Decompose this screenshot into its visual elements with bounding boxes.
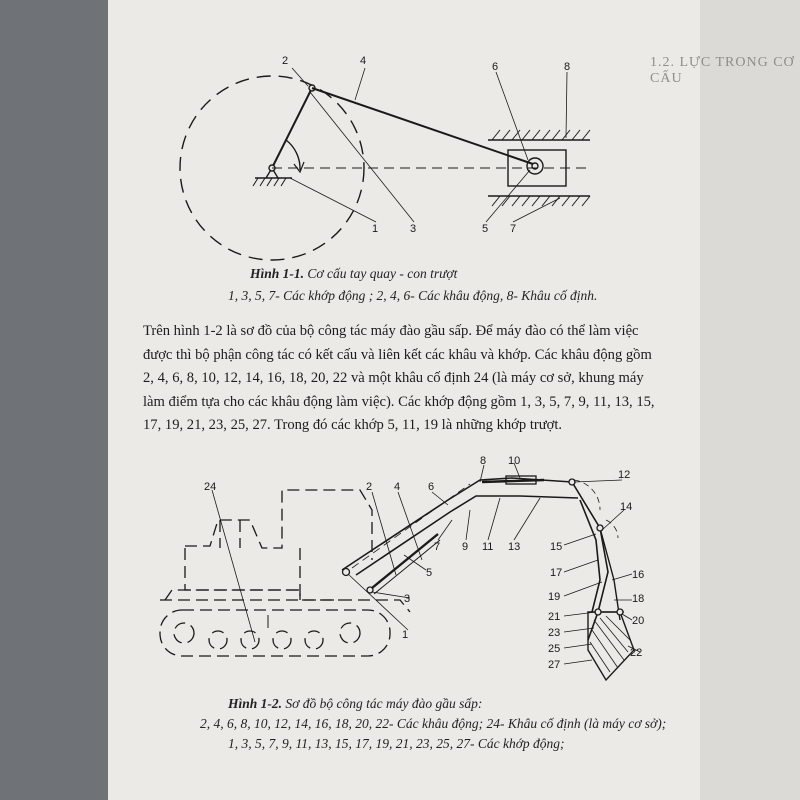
fig2-label-1: 1 <box>402 629 409 641</box>
paragraph-line-2: được thì bộ phận công tác có kết cấu và liên kết các khâu và khớp. Các khâu động gồm <box>143 346 652 363</box>
paragraph-line-4: làm điểm tựa cho các khâu động làm việc). Các khớp động gồm 1, 3, 5, 7, 9, 11, 13, 15, <box>143 393 655 410</box>
paragraph-line-5: 17, 19, 21, 23, 25, 27. Trong đó các khớp 5, 11, 19 là những khớp trượt. <box>143 417 563 433</box>
fig1-label-5: 5 <box>482 223 489 235</box>
fig2-label-25: 25 <box>548 643 561 655</box>
fig2-label-23: 23 <box>548 627 561 639</box>
fig2-label-14: 14 <box>620 501 633 513</box>
fig2-label-24: 24 <box>204 481 217 493</box>
fig1-label-7: 7 <box>510 223 517 235</box>
fig2-label-8: 8 <box>480 455 487 467</box>
figure-1-2-caption-title: Hình 1-2. Sơ đồ bộ công tác máy đào gầu sấp: <box>228 696 483 711</box>
fig2-label-6: 6 <box>428 481 435 493</box>
paragraph-line-1: Trên hình 1-2 là sơ đồ của bộ công tác máy đào gầu sấp. Để máy đào có thể làm việc <box>143 323 639 339</box>
figure-1-2-caption-joints: 1, 3, 5, 7, 9, 11, 13, 15, 17, 19, 21, 23, 25, 27- Các khớp động; <box>228 736 565 751</box>
fig2-label-17: 17 <box>550 567 563 579</box>
fig2-label-11: 11 <box>482 541 494 553</box>
fig2-label-4: 4 <box>394 481 401 493</box>
fig2-label-7: 7 <box>434 541 441 553</box>
fig2-label-5: 5 <box>426 567 433 579</box>
fig1-label-6: 6 <box>492 61 499 73</box>
paragraph-line-3: 2, 4, 6, 8, 10, 12, 14, 16, 18, 20, 22 và một khâu cố định 24 (là máy cơ sở, khung máy <box>143 370 644 386</box>
fig2-label-15: 15 <box>550 541 563 553</box>
fig2-label-22: 22 <box>630 647 643 659</box>
fig2-label-13: 13 <box>508 541 521 553</box>
fig2-label-12: 12 <box>618 469 631 481</box>
figure-1-2-caption-links: 2, 4, 6, 8, 10, 12, 14, 16, 18, 20, 22- Các khâu động; 24- Khâu cố định (là máy cơ sở); <box>200 716 667 731</box>
fig2-label-18: 18 <box>632 593 645 605</box>
fig2-label-3: 3 <box>404 593 411 605</box>
fig2-label-2: 2 <box>366 481 373 493</box>
fig1-label-1: 1 <box>372 223 379 235</box>
figure-1-1-caption-legend: 1, 3, 5, 7- Các khớp động ; 2, 4, 6- Các khâu động, 8- Khâu cố định. <box>228 288 598 303</box>
fig2-label-21: 21 <box>548 611 561 623</box>
fig1-label-3: 3 <box>410 223 417 235</box>
fig2-label-10: 10 <box>508 455 521 467</box>
fig1-label-2: 2 <box>282 55 289 67</box>
fig1-label-8: 8 <box>564 61 571 73</box>
fig1-label-4: 4 <box>360 55 367 67</box>
fig2-label-19: 19 <box>548 591 561 603</box>
bleed-through-heading: 1.2. LỰC TRONG CƠ CẤU <box>650 55 795 86</box>
figure-1-1-caption-title: Hình 1-1. Cơ cấu tay quay - con trượt <box>250 266 458 281</box>
fig2-label-20: 20 <box>632 615 645 627</box>
fig2-label-27: 27 <box>548 659 561 671</box>
fig2-label-9: 9 <box>462 541 469 553</box>
fig2-label-16: 16 <box>632 569 645 581</box>
